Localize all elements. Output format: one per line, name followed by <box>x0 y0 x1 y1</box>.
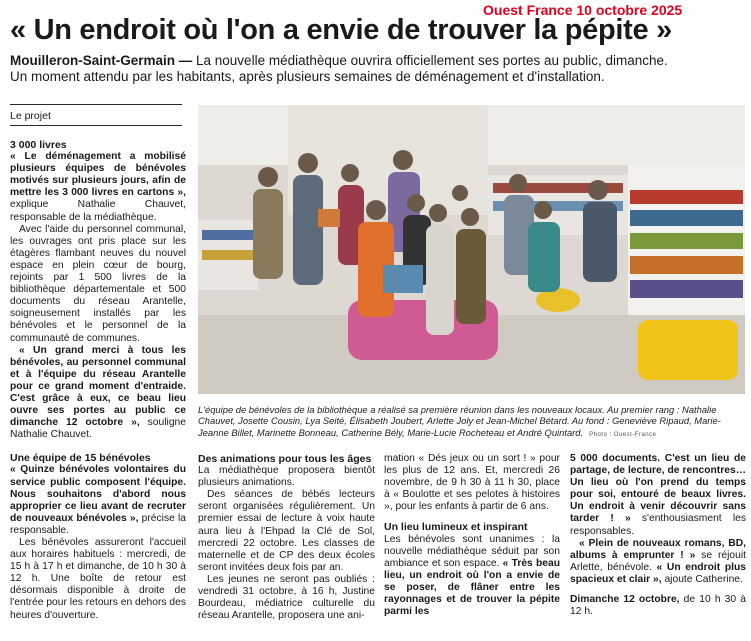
col4-text-3: ajoute Catherine. <box>661 573 743 585</box>
photo-caption <box>198 404 745 441</box>
col3-text-2: Les bénévoles sont unanimes : la nouvelle médiathèque séduit par son ambiance et son espace. <box>384 533 560 569</box>
column-2 <box>198 453 375 622</box>
col4-quote-1: 5 000 documents. C'est un lieu de partage, de lecture, de rencontres… Un lieu où l'on prend du temps pour soi, entouré de beaux livres. Un endroit à venir découvrir sans tarder ! » <box>570 453 746 525</box>
col1-quote-1: « Le déménagement a mobilisé plusieurs équipes de bénévoles motivés sur plusieurs jours, afin de mettre les 3 000 livres en cartons », <box>10 151 186 199</box>
subheading-animations: Des animations pour tous les âges <box>198 453 372 465</box>
lead-text-1: La nouvelle médiathèque ouvrira officiellement ses portes au public, dimanche. <box>192 53 668 68</box>
photo-caption-text: L'équipe de bénévoles de la bibliothèque a réalisé sa première réunion dans les nouveaux locaux. Au premier rang : Nathalie Chauvet, Josette Cousin, Lya Seité, Élisabeth Joubert, Arlette Joly et Jean-Michel Bétard. Au fond : Geneviève Ripaud, Marie-Jeanne Billet, Marinette Bonneau, Catherine Bély, Marie-Lucie Rocheteau et André Quintard. <box>198 404 721 438</box>
lead-text-2: Un moment attendu par les habitants, après plusieurs semaines de déménagement et d'installation. <box>10 69 605 84</box>
col2-paragraph-3: Les jeunes ne seront pas oubliés : vendredi 31 octobre, à 16 h, Justine Bourdeau, médiatrice culturelle du réseau Arantelle, proposera une ani- <box>198 573 375 622</box>
col3-quote: « Très beau lieu, un endroit où l'on a envie de se poser, de flâner entre les rayonnages et de trouver la pépite parmi les <box>384 557 561 618</box>
col2-paragraph-1: La médiathèque proposera bientôt plusieurs animations. <box>198 465 375 489</box>
section-label: Le projet <box>10 110 51 122</box>
col4-quote-3: « Un endroit plus spacieux et clair », <box>570 561 746 585</box>
headline: « Un endroit où l'on a envie de trouver la pépite » <box>10 14 672 46</box>
source-label: Ouest France 10 octobre 2025 <box>483 2 683 18</box>
col3-paragraph-1: mation « Dés jeux ou un sort ! » pour les plus de 12 ans. Et, mercredi 26 novembre, de 9 h 30 à 11 h 30, place à « Boulotte et ses pelotes à histoires », pour les enfants à partir de 6 ans. <box>384 453 560 513</box>
col4-date: Dimanche 12 octobre, <box>570 594 680 606</box>
lead-paragraph <box>10 53 745 85</box>
section-rule-bottom <box>10 125 182 126</box>
column-3 <box>384 453 560 618</box>
subheading-lieu: Un lieu lumineux et inspirant <box>384 521 528 534</box>
col1-text-1: explique Nathalie Chauvet, responsable de la médiathèque. <box>10 199 186 223</box>
col1-quote-3: « Quinze bénévoles volontaires du service public composent l'équipe. Nous souhaitons d'abord nous approprier ce lieu avant de recruter de nouveaux bénévoles », <box>10 464 186 524</box>
column-1 <box>10 139 186 622</box>
col1-text-3: souligne Nathalie Chauvet. <box>10 417 187 441</box>
col1-text-4: précise la responsable. <box>10 512 186 536</box>
col1-paragraph-5: Les bénévoles assureront l'accueil aux horaires habituels : mercredi, de 15 h à 17 h et dimanche, de 10 h 30 à 12 h. Une boîte de retour est désormais disponible à droite de l'entrée pour les retours en dehors des heures d'ouverture. <box>10 537 186 621</box>
subheading-equipe: Une équipe de 15 bénévoles <box>10 452 151 465</box>
col4-text-1: s'enthousiasment les responsables. <box>570 513 746 537</box>
col4-text-2: se réjouit Arlette, bénévole. <box>570 549 746 573</box>
subheading-3000-livres: 3 000 livres <box>10 139 67 151</box>
group-photo <box>198 105 745 394</box>
col2-paragraph-2: Des séances de bébés lecteurs seront organisées régulièrement. Un premier essai de lecture à voix haute aura lieu à l'Ehpad la Clé de Sol, mercredi 22 octobre. Les classes de maternelle et de CP des deux écoles seront invitées deux fois par an. <box>198 489 375 573</box>
col4-quote-2: « Plein de nouveaux romans, BD, albums à emprunter ! » <box>570 537 746 561</box>
col4-time: de 10 h 30 à 12 h. <box>570 594 746 618</box>
section-rule-top <box>10 104 182 105</box>
col1-quote-2: « Un grand merci à tous les bénévoles, au personnel communal et à l'équipe du réseau Arantelle pour ce grand moment d'entraide. C'est grâce à eux, ce beau lieu ouvre ses portes au public ce dimanche 12 octobre », <box>10 344 186 429</box>
col1-paragraph-2: Avec l'aide du personnel communal, les ouvrages ont pris place sur les étagères flambant neuves du nouvel espace en plein cœur de bourg, rejoints par 1 500 livres de la bibliothèque départementale et 500 documents du réseau Arantelle, soigneusement installés par les bénévoles et le personnel de la communauté de communes. <box>10 223 186 344</box>
lead-location: Mouilleron-Saint-Germain — <box>10 53 193 68</box>
column-4 <box>570 453 746 618</box>
photo-credit: Photo : Ouest-France <box>589 431 657 438</box>
